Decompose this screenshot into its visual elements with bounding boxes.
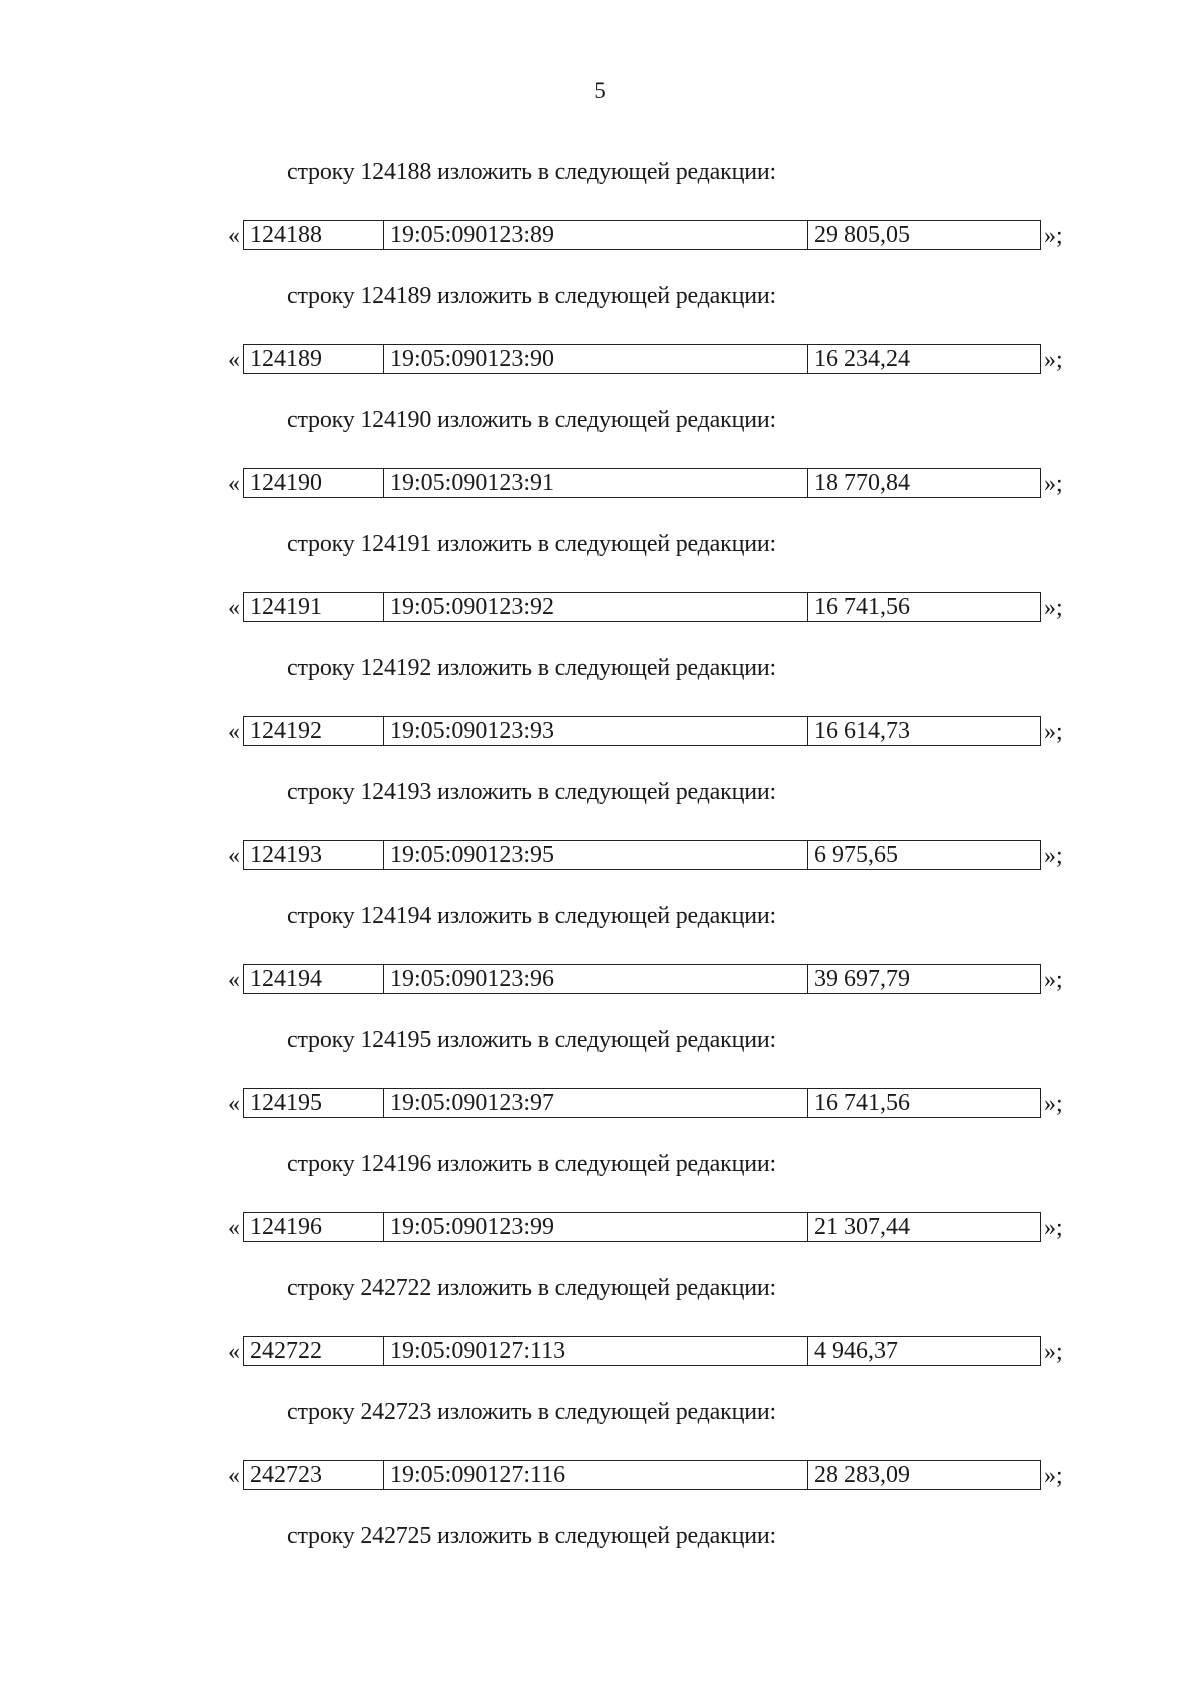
value-cell: 39 697,79: [814, 966, 910, 992]
opening-quote: «: [228, 471, 240, 497]
closing-quote: »;: [1044, 1215, 1063, 1241]
opening-quote: «: [228, 595, 240, 621]
table-row: [243, 344, 1041, 374]
amendment-instruction: строку 124195 изложить в следующей редакции:: [287, 1027, 776, 1053]
value-cell: 16 741,56: [814, 1090, 910, 1116]
amended-row: [228, 468, 1078, 500]
amendment-instruction: строку 124188 изложить в следующей редакции:: [287, 159, 776, 185]
opening-quote: «: [228, 843, 240, 869]
closing-quote: »;: [1044, 719, 1063, 745]
table-row: [243, 1088, 1041, 1118]
amended-row: [228, 1088, 1078, 1120]
amendment-instruction: строку 124189 изложить в следующей редакции:: [287, 283, 776, 309]
amendment-instruction: строку 242725 изложить в следующей редакции:: [287, 1523, 776, 1549]
value-cell: 16 234,24: [814, 346, 910, 372]
cadastral-number-cell: 19:05:090123:93: [384, 717, 808, 745]
amendment-instruction: строку 124193 изложить в следующей редакции:: [287, 779, 776, 805]
closing-quote: »;: [1044, 1091, 1063, 1117]
opening-quote: «: [228, 347, 240, 373]
amended-row: [228, 716, 1078, 748]
cadastral-number-cell: 19:05:090123:91: [384, 469, 808, 497]
amendment-instruction: строку 124192 изложить в следующей редакции:: [287, 655, 776, 681]
amended-row: [228, 1336, 1078, 1368]
value-cell: 29 805,05: [814, 222, 910, 248]
row-number-cell: 124196: [244, 1213, 384, 1241]
row-number-cell: 124190: [244, 469, 384, 497]
opening-quote: «: [228, 223, 240, 249]
amended-row: [228, 220, 1078, 252]
row-number-cell: 124193: [244, 841, 384, 869]
cadastral-number-cell: 19:05:090127:116: [384, 1461, 808, 1489]
cadastral-number-cell: 19:05:090123:92: [384, 593, 808, 621]
value-cell: 16 741,56: [814, 594, 910, 620]
closing-quote: »;: [1044, 471, 1063, 497]
cadastral-number-cell: 19:05:090123:89: [384, 221, 808, 249]
closing-quote: »;: [1044, 967, 1063, 993]
cadastral-number-cell: 19:05:090123:99: [384, 1213, 808, 1241]
table-row: [243, 716, 1041, 746]
page-number: 5: [594, 78, 606, 103]
table-row: [243, 468, 1041, 498]
row-number-cell: 124195: [244, 1089, 384, 1117]
row-number-cell: 242723: [244, 1461, 384, 1489]
row-number-cell: 124192: [244, 717, 384, 745]
row-number-cell: 242722: [244, 1337, 384, 1365]
amended-row: [228, 1460, 1078, 1492]
closing-quote: »;: [1044, 223, 1063, 249]
closing-quote: »;: [1044, 1339, 1063, 1365]
opening-quote: «: [228, 1091, 240, 1117]
table-row: [243, 1336, 1041, 1366]
amended-row: [228, 840, 1078, 872]
amendment-instruction: строку 124190 изложить в следующей редакции:: [287, 407, 776, 433]
value-cell: 18 770,84: [814, 470, 910, 496]
amendment-instruction: строку 124196 изложить в следующей редакции:: [287, 1151, 776, 1177]
amendment-instruction: строку 124194 изложить в следующей редакции:: [287, 903, 776, 929]
closing-quote: »;: [1044, 595, 1063, 621]
cadastral-number-cell: 19:05:090127:113: [384, 1337, 808, 1365]
closing-quote: »;: [1044, 347, 1063, 373]
value-cell: 4 946,37: [814, 1338, 898, 1364]
amended-row: [228, 1212, 1078, 1244]
value-cell: 21 307,44: [814, 1214, 910, 1240]
opening-quote: «: [228, 1463, 240, 1489]
row-number-cell: 124188: [244, 221, 384, 249]
closing-quote: »;: [1044, 843, 1063, 869]
amended-row: [228, 964, 1078, 996]
closing-quote: »;: [1044, 1463, 1063, 1489]
table-row: [243, 840, 1041, 870]
opening-quote: «: [228, 967, 240, 993]
opening-quote: «: [228, 1215, 240, 1241]
value-cell: 28 283,09: [814, 1462, 910, 1488]
value-cell: 16 614,73: [814, 718, 910, 744]
opening-quote: «: [228, 1339, 240, 1365]
table-row: [243, 220, 1041, 250]
row-number-cell: 124194: [244, 965, 384, 993]
amendment-instruction: строку 242722 изложить в следующей редакции:: [287, 1275, 776, 1301]
amended-row: [228, 592, 1078, 624]
row-number-cell: 124191: [244, 593, 384, 621]
amended-row: [228, 344, 1078, 376]
table-row: [243, 964, 1041, 994]
table-row: [243, 592, 1041, 622]
cadastral-number-cell: 19:05:090123:96: [384, 965, 808, 993]
value-cell: 6 975,65: [814, 842, 898, 868]
amendment-instruction: строку 124191 изложить в следующей редакции:: [287, 531, 776, 557]
cadastral-number-cell: 19:05:090123:97: [384, 1089, 808, 1117]
opening-quote: «: [228, 719, 240, 745]
table-row: [243, 1460, 1041, 1490]
table-row: [243, 1212, 1041, 1242]
row-number-cell: 124189: [244, 345, 384, 373]
amendment-instruction: строку 242723 изложить в следующей редакции:: [287, 1399, 776, 1425]
cadastral-number-cell: 19:05:090123:95: [384, 841, 808, 869]
cadastral-number-cell: 19:05:090123:90: [384, 345, 808, 373]
